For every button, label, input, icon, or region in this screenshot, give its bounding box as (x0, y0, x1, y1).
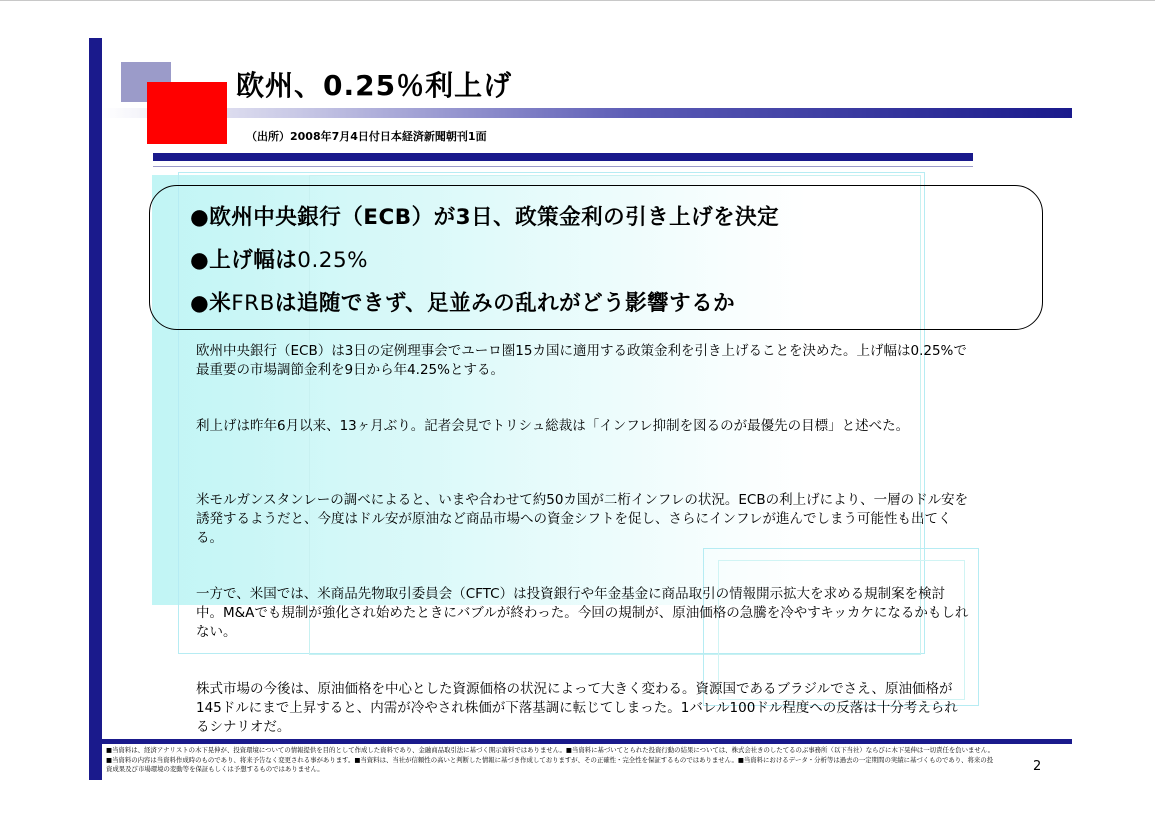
summary-bullet (190, 243, 368, 274)
left-accent-bar (89, 38, 102, 780)
disclaimer-text: ■当資料は、経済アナリストの木下晃伸が、投資環境についての情報提供を目的として作成した資料であり、金融商品取引法に基づく開示資料ではありません。■当資料に基づいてとられた投資行動の結果については、株式会社きのしたてるのぶ事務所（以下当社）ならびに木下晃伸は一切責任を負いません。■当資料の内容は当資料作成時のものであり、将来予告なく変更される事があります。■当資料は、当社が信頼性の高いと判断した情報に基づき作成しておりますが、その正確性・完全性を保証するものではありません。■当資料におけるデータ・分析等は過去の一定期間の実績に基づくものであり、将来の投資成果及び市場環境の変動等を保証もしくは予想するものではありません。 (106, 746, 994, 773)
title-rule (102, 108, 1072, 118)
bullet-text: は追随できず、足並みの乱れがどう影響するか (274, 291, 736, 316)
title-decoration-red (147, 82, 227, 144)
summary-bullet (190, 200, 779, 231)
bullet-value: 0.25% (297, 248, 369, 273)
body-paragraph: 米モルガンスタンレーの調べによると、いまや合わせて約50カ国が二桁インフレの状況。ECBの利上げにより、一層のドル安を誘発するようだと、今度はドル安が原油など商品市場への資金シフトを促し、さらにインフレが進んでしまう可能性も出てくる。 (196, 492, 969, 546)
body-paragraph: 利上げは昨年6月以来、13ヶ月ぶり。記者会見でトリシュ総裁は「インフレ抑制を図るのが最優先の目標」と述べた。 (196, 418, 910, 434)
body-paragraph: 株式市場の今後は、原油価格を中心とした資源価格の状況によって大きく変わる。資源国であるブラジルでさえ、原油価格が145ドルにまで上昇すると、内需が冷やされ株価が下落基調に転じてしまった。1バレル100ドル程度への反落は十分考えられるシナリオだ。 (196, 681, 958, 735)
page-number: 2 (1033, 759, 1042, 774)
bullet-text: ●上げ幅は (190, 248, 298, 273)
header-rule-thin (153, 166, 973, 167)
bullet-text: ●欧州中央銀行（ECB）が3日、政策金利の引き上げを決定 (190, 205, 780, 230)
header-rule (153, 153, 973, 161)
slide-title: 欧州、0.25％利上げ (236, 69, 513, 102)
footer-rule (100, 739, 1072, 744)
body-paragraph: 欧州中央銀行（ECB）は3日の定例理事会でユーロ圏15カ国に適用する政策金利を引き上げることを決めた。上げ幅は0.25%で最重要の市場調節金利を9日から年4.25%とする。 (196, 343, 967, 378)
bullet-text: ●米 (190, 291, 232, 316)
source-citation: （出所）2008年7月4日付日本経済新聞朝刊1面 (246, 130, 487, 143)
bullet-value: FRB (231, 291, 275, 316)
summary-bullet (190, 286, 735, 317)
body-paragraph: 一方で、米国では、米商品先物取引委員会（CFTC）は投資銀行や年金基金に商品取引の情報開示拡大を求める規制案を検討中。M&Aでも規制が強化され始めたときにバブルが終わった。今回の規制が、原油価格の急騰を冷やすキッカケになるかもしれない。 (196, 586, 969, 640)
